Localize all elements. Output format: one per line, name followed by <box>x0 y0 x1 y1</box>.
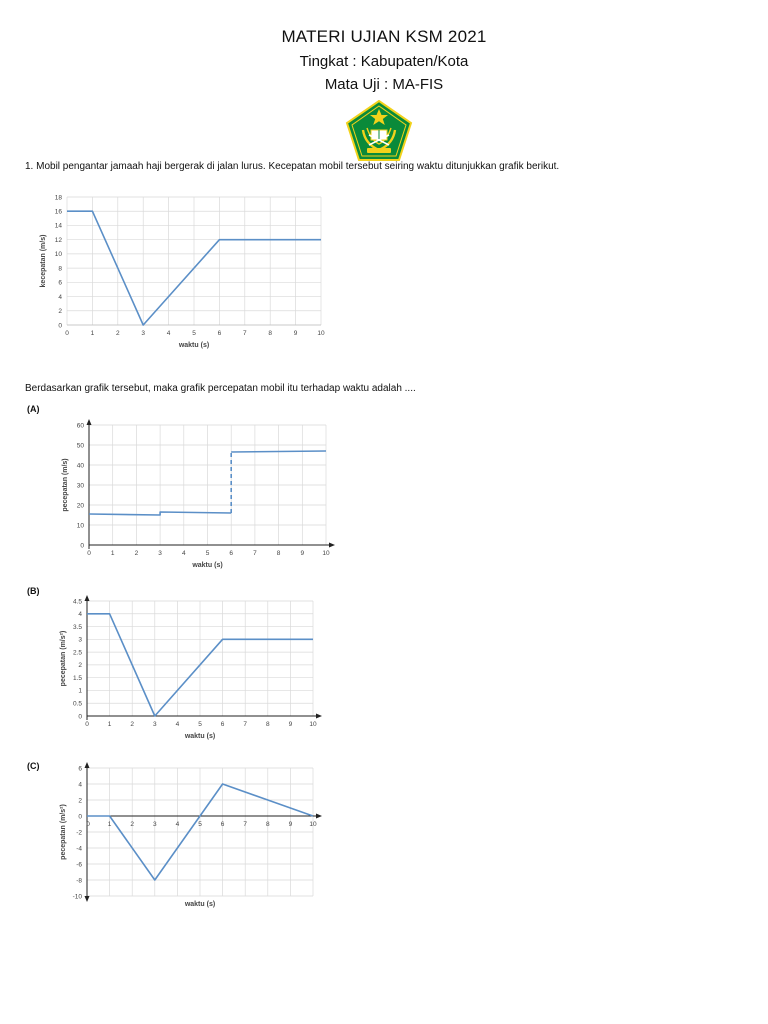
x-axis-title: waktu (s) <box>184 901 216 908</box>
y-tick-label: 6 <box>58 279 62 287</box>
y-tick-label: 3 <box>78 636 82 644</box>
page-title: MATERI UJIAN KSM 2021 <box>281 27 487 46</box>
y-axis-title: kecepatan (m/s) <box>40 234 47 288</box>
question-text: 1. Mobil pengantar jamaah haji bergerak di jalan lurus. Kecepatan mobil tersebut seiring waktu ditunjukkan grafik berikut. <box>25 161 560 172</box>
y-tick-label: 16 <box>54 208 62 216</box>
x-tick-label: 9 <box>288 821 293 828</box>
x-tick-label: 7 <box>253 550 257 557</box>
x-tick-label: 4 <box>175 821 180 828</box>
x-tick-label: 10 <box>309 821 317 828</box>
x-tick-label: 1 <box>107 821 112 828</box>
x-tick-label: 0 <box>85 721 89 728</box>
x-tick-label: 8 <box>268 330 273 337</box>
y-tick-label: 6 <box>78 765 82 773</box>
option-a-label: (A) <box>27 404 40 414</box>
x-tick-label: 9 <box>293 330 298 337</box>
y-tick-label: 10 <box>76 522 84 530</box>
y-tick-label: 2 <box>78 797 82 805</box>
y-tick-label: 60 <box>76 422 84 430</box>
y-tick-label: 8 <box>58 265 62 273</box>
x-tick-label: 1 <box>90 330 95 337</box>
x-tick-label: 5 <box>198 821 202 828</box>
exam-subject: Mata Uji : MA-FIS <box>324 76 444 93</box>
x-tick-label: 8 <box>265 821 270 828</box>
y-tick-label: 10 <box>54 251 62 259</box>
y-tick-label: -8 <box>76 877 82 885</box>
x-tick-label: 1 <box>110 550 115 557</box>
exam-level: Tingkat : Kabupaten/Kota <box>299 53 469 70</box>
y-tick-label: 4 <box>58 293 62 301</box>
y-tick-label: 1 <box>78 687 82 695</box>
y-tick-label: 12 <box>54 236 62 244</box>
y-tick-label: 14 <box>54 222 62 230</box>
y-tick-label: 4 <box>78 611 82 619</box>
x-tick-label: 2 <box>130 821 135 828</box>
y-tick-label: 20 <box>76 502 84 510</box>
x-tick-label: 6 <box>229 550 234 557</box>
x-tick-label: 4 <box>166 330 171 337</box>
x-tick-label: 6 <box>220 821 225 828</box>
x-tick-label: 2 <box>115 330 120 337</box>
x-tick-label: 9 <box>300 550 305 557</box>
x-tick-label: 8 <box>276 550 281 557</box>
y-tick-label: 0 <box>80 542 84 550</box>
x-tick-label: 10 <box>317 330 325 337</box>
y-tick-label: -2 <box>76 829 82 837</box>
y-tick-label: 50 <box>76 442 84 450</box>
x-tick-label: 6 <box>217 330 222 337</box>
x-tick-label: 10 <box>309 721 317 728</box>
x-tick-label: 5 <box>198 721 202 728</box>
y-tick-label: 40 <box>76 462 84 470</box>
y-tick-label: 1.5 <box>72 674 82 682</box>
x-axis-title: waktu (s) <box>192 562 223 569</box>
x-axis-arrow <box>316 814 322 819</box>
y-tick-label: 3.5 <box>72 623 82 631</box>
y-tick-label: -6 <box>76 861 82 869</box>
y-axis-arrow <box>87 419 92 425</box>
x-tick-label: 2 <box>134 550 139 557</box>
y-tick-label: 0 <box>58 322 62 330</box>
y-tick-label: -10 <box>72 893 82 901</box>
x-tick-label: 0 <box>65 330 69 337</box>
option-a-chart <box>0 415 350 575</box>
x-tick-label: 5 <box>205 550 210 557</box>
y-tick-label: -4 <box>76 845 82 853</box>
x-tick-label: 5 <box>192 330 196 337</box>
x-tick-label: 9 <box>288 721 293 728</box>
y-axis-title: pecepatan (m/s²) <box>60 630 67 687</box>
y-tick-label: 2 <box>58 308 62 316</box>
y-axis-title: pecepatan (m/s) <box>62 458 69 512</box>
x-tick-label: 4 <box>175 721 180 728</box>
x-tick-label: 0 <box>86 821 90 828</box>
y-tick-label: 18 <box>54 194 62 202</box>
y-axis-arrow <box>85 595 90 601</box>
option-c-label: (C) <box>27 761 40 771</box>
x-tick-label: 3 <box>152 821 157 828</box>
kemenag-emblem-icon <box>345 100 413 162</box>
x-tick-label: 2 <box>130 721 135 728</box>
y-tick-label: 0 <box>78 813 82 821</box>
x-tick-label: 7 <box>243 721 248 728</box>
y-axis-arrow <box>85 762 90 768</box>
x-tick-label: 6 <box>220 721 225 728</box>
series-line-after <box>231 451 326 452</box>
y-tick-label: 4 <box>78 781 82 789</box>
y-axis-title: pecepatan (m/s²) <box>60 804 67 860</box>
x-tick-label: 3 <box>158 550 162 557</box>
velocity-chart <box>0 185 340 360</box>
y-tick-label: 2.5 <box>72 649 82 657</box>
x-axis-arrow <box>329 543 335 548</box>
x-tick-label: 3 <box>152 721 157 728</box>
x-tick-label: 10 <box>322 550 330 557</box>
x-tick-label: 3 <box>141 330 146 337</box>
option-c-chart <box>0 762 340 912</box>
y-tick-label: 2 <box>78 662 82 670</box>
x-tick-label: 7 <box>243 821 248 828</box>
x-tick-label: 7 <box>242 330 247 337</box>
x-axis-title: waktu (s) <box>178 342 210 349</box>
x-tick-label: 4 <box>181 550 186 557</box>
x-tick-label: 1 <box>107 721 112 728</box>
x-axis-title: waktu (s) <box>184 733 216 740</box>
y-tick-label: 30 <box>76 482 84 490</box>
y-tick-label: 0 <box>78 713 82 721</box>
x-axis-arrow <box>316 714 322 719</box>
y-tick-label: 4.5 <box>72 598 82 606</box>
series-line <box>89 512 231 515</box>
question-prompt: Berdasarkan grafik tersebut, maka grafik percepatan mobil itu terhadap waktu adalah .... <box>25 383 416 394</box>
y-axis-arrow-down <box>85 896 90 902</box>
x-tick-label: 8 <box>265 721 270 728</box>
x-tick-label: 0 <box>87 550 91 557</box>
option-b-chart <box>0 592 340 747</box>
y-tick-label: 0.5 <box>72 700 82 708</box>
option-b-label: (B) <box>27 586 40 596</box>
